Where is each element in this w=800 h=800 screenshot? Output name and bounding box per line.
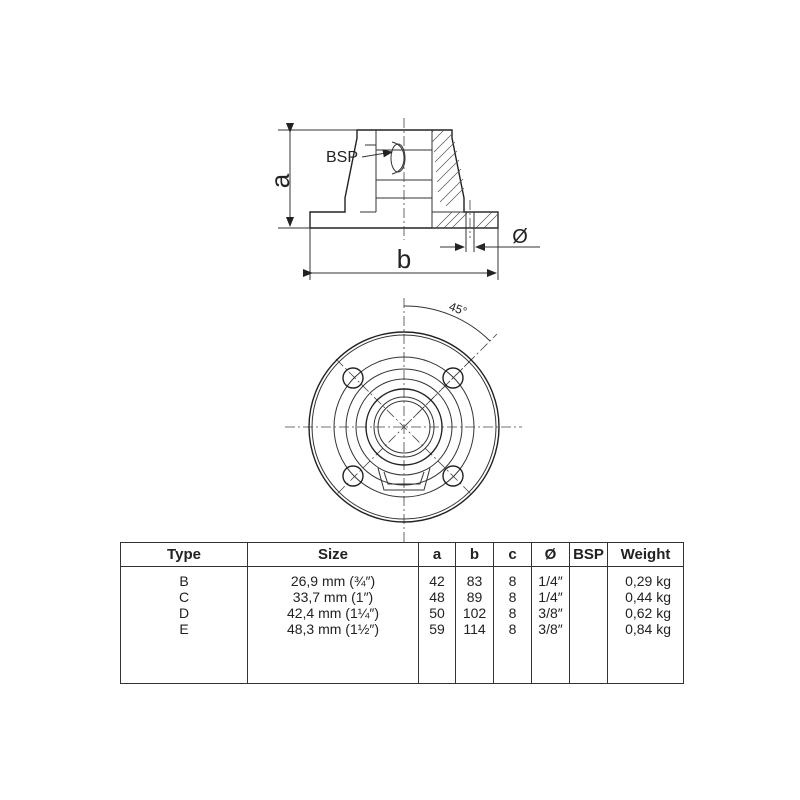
cell-b: 89 xyxy=(456,589,494,605)
table-row xyxy=(121,621,684,637)
header-c: c xyxy=(494,543,532,567)
header-a: a xyxy=(419,543,456,567)
bsp-label: BSP xyxy=(326,149,359,166)
cell-size: 26,9 mm (¾″) xyxy=(248,567,419,590)
cell-bsp xyxy=(570,605,608,621)
header-diameter: Ø xyxy=(532,543,570,567)
cell-weight: 0,84 kg xyxy=(608,621,684,637)
header-size: Size xyxy=(248,543,419,567)
cell-a: 50 xyxy=(419,605,456,621)
cell-c: 8 xyxy=(494,605,532,621)
cell-type: D xyxy=(178,605,190,621)
cell-bsp xyxy=(570,621,608,637)
specification-table xyxy=(120,542,684,684)
angle-label: 45° xyxy=(447,299,469,319)
cell-diameter: 1/4″ xyxy=(532,567,570,590)
cell-b: 114 xyxy=(456,621,494,637)
cell-bsp xyxy=(570,589,608,605)
cell-diameter: 3/8″ xyxy=(532,621,570,637)
cell-size: 33,7 mm (1″) xyxy=(248,589,419,605)
table-row xyxy=(121,589,684,605)
side-view xyxy=(265,118,540,280)
table-header-row xyxy=(121,543,684,567)
cell-c: 8 xyxy=(494,621,532,637)
cell-type: C xyxy=(178,589,190,605)
cell-weight: 0,29 kg xyxy=(608,567,684,590)
header-weight: Weight xyxy=(608,543,684,567)
table-row xyxy=(121,567,684,590)
cell-diameter: 1/4″ xyxy=(532,589,570,605)
cell-c: 8 xyxy=(494,589,532,605)
cell-type: E xyxy=(179,621,189,637)
cell-weight: 0,62 kg xyxy=(608,605,684,621)
cell-a: 59 xyxy=(419,621,456,637)
cell-c: 8 xyxy=(494,567,532,590)
top-view xyxy=(285,298,522,545)
header-b: b xyxy=(456,543,494,567)
diameter-label: Ø xyxy=(512,226,528,248)
cell-size: 42,4 mm (1¼″) xyxy=(248,605,419,621)
cell-size: 48,3 mm (1½″) xyxy=(248,621,419,637)
dimension-label-b: b xyxy=(396,244,412,274)
hatched-section xyxy=(432,130,498,228)
cell-a: 48 xyxy=(419,589,456,605)
cell-bsp xyxy=(570,567,608,590)
cell-b: 83 xyxy=(456,567,494,590)
header-bsp: BSP xyxy=(570,543,608,567)
table-filler-row xyxy=(121,637,684,684)
dimension-label-a: a xyxy=(265,173,295,189)
cell-diameter: 3/8″ xyxy=(532,605,570,621)
cell-b: 102 xyxy=(456,605,494,621)
table-row xyxy=(121,605,684,621)
bolt-hole xyxy=(343,466,363,486)
header-type: Type xyxy=(121,543,248,567)
cell-weight: 0,44 kg xyxy=(608,589,684,605)
cell-type: B xyxy=(179,573,189,589)
bolt-hole xyxy=(343,368,363,388)
cell-a: 42 xyxy=(419,567,456,590)
